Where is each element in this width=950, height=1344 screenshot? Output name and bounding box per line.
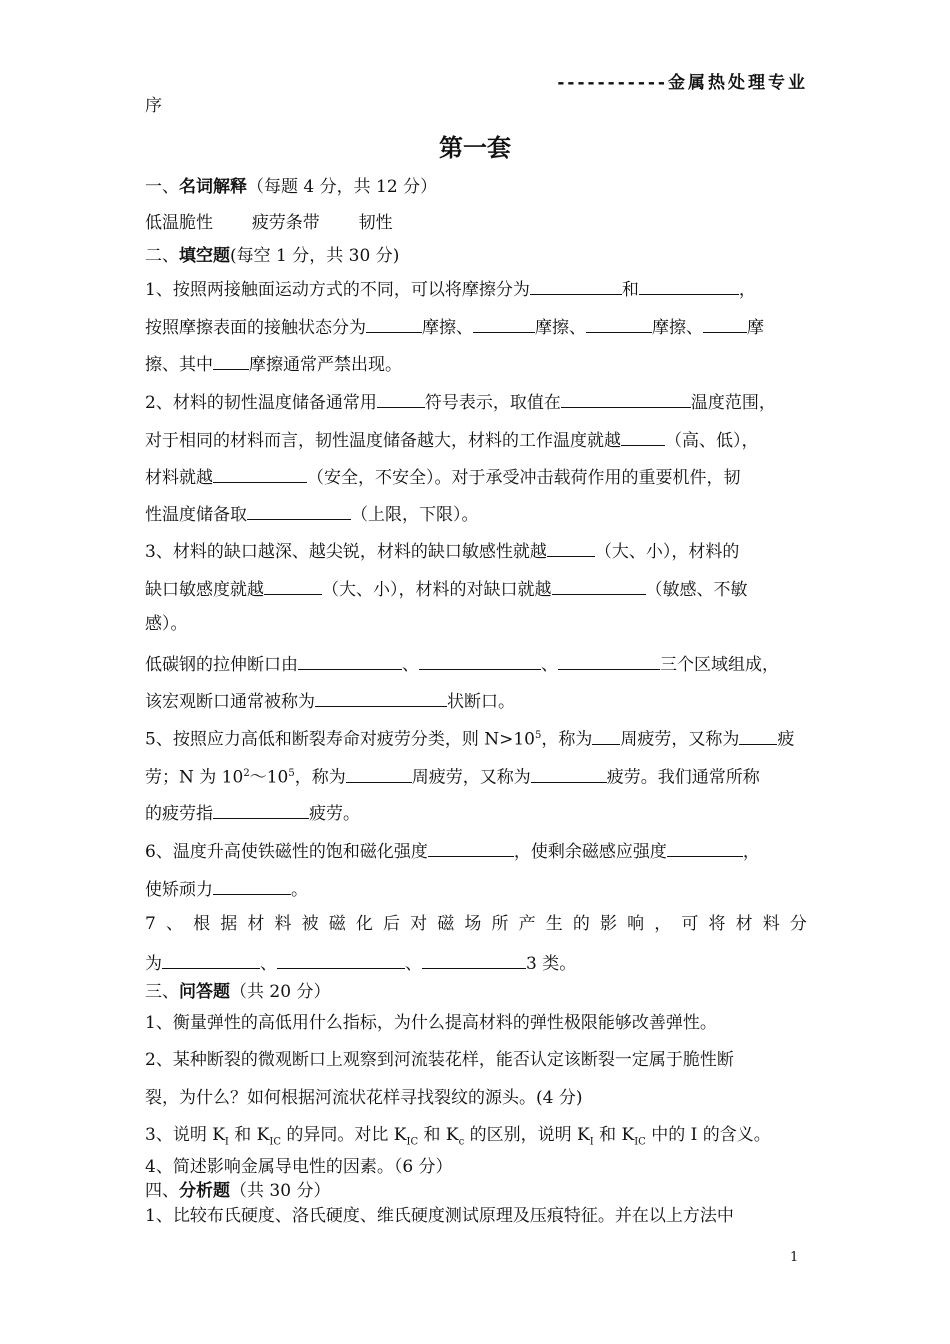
q7-char: 场 — [464, 914, 482, 934]
q7-char: 材 — [735, 914, 753, 934]
q7-char: 对 — [410, 914, 428, 934]
q7-char: 、 — [165, 914, 183, 934]
q7-line1 — [145, 913, 807, 935]
q7-char: 磁 — [328, 914, 346, 934]
q7-char: 根 — [193, 914, 211, 934]
section-4-heading: 四、分析题（共 30 分） — [145, 1181, 331, 1201]
question-3-2-line2: 裂，为什么？如何根据河流状花样寻找裂纹的源头。(4 分) — [145, 1088, 583, 1108]
q2-line1: 2、材料的韧性温度储备通常用 符号表示，取值在 温度范围， — [145, 389, 776, 414]
q2-line4: 性温度储备取 （上限，下限）。 — [145, 501, 479, 526]
q2-line2: 对于相同的材料而言，韧性温度储备越大，材料的工作温度就越 （高、低）， — [145, 427, 759, 452]
q7-char: 后 — [382, 914, 400, 934]
q3-line3: 感）。 — [145, 614, 188, 634]
question-3-2-line1: 2、某种断裂的微观断口上观察到河流装花样，能否认定该断裂一定属于脆性断 — [145, 1050, 734, 1070]
q1-line2: 按照摩擦表面的接触状态分为 摩擦、 摩擦、 摩擦、 摩 — [145, 314, 764, 339]
section-3-heading: 三、问答题（共 20 分） — [145, 982, 331, 1002]
q7-char: 磁 — [437, 914, 455, 934]
term-item: 韧性 — [358, 213, 393, 233]
q7-char: 料 — [762, 914, 780, 934]
page-title: 第一套 — [439, 134, 511, 162]
q1-line3: 擦、其中 摩擦通常严禁出现。 — [145, 351, 402, 376]
page-number: 1 — [790, 1250, 799, 1265]
q5-line2: 劳；N 为 $10^2\sim 10^5$，称为 周疲劳，又称为 疲劳。我们通常所称 — [145, 763, 760, 789]
q6-line2: 使矫顽力 。 — [145, 876, 308, 901]
question-4-1: 1、比较布氏硬度、洛氏硬度、维氏硬度测试原理及压痕特征。并在以上方法中 — [145, 1206, 734, 1226]
running-header: -----------金属热处理专业 — [557, 73, 808, 93]
q7-char: 将 — [708, 914, 726, 934]
question-3-1: 1、衡量弹性的高低用什么指标，为什么提高材料的弹性极限能够改善弹性。 — [145, 1013, 717, 1033]
q7-char: 影 — [599, 914, 617, 934]
question-3-4: 4、简述影响金属导电性的因素。（6 分） — [145, 1157, 453, 1177]
q7-char: 的 — [572, 914, 590, 934]
q7-char: 产 — [518, 914, 536, 934]
q4-line1: 低碳钢的拉伸断口由 、 、 三个区域组成， — [145, 651, 779, 676]
q7-char: 响 — [627, 914, 645, 934]
section-2-heading: 二、填空题(每空 1 分，共 30 分) — [145, 246, 400, 266]
q5-line3: 的疲劳指 疲劳。 — [145, 800, 360, 825]
question-3-3: 3、说明 $K_I$ 和 $K_{IC}$ 的异同。对比 $K_{IC}$ 和 $K_c$ 的区别，说明 $K_I$ 和 $K_{IC}$ 中的 I 的含义。 — [145, 1125, 771, 1148]
q2-line3: 材料就越 （安全，不安全）。对于承受冲击载荷作用的重要机件，韧 — [145, 464, 741, 489]
q7-char: 料 — [274, 914, 292, 934]
q7-line2: 为 、 、 3 类。 — [145, 950, 576, 975]
q1-line1: 1、按照两接触面运动方式的不同，可以将摩擦分为 和 ， — [145, 276, 756, 301]
q7-char: 所 — [491, 914, 509, 934]
q7-char: 被 — [301, 914, 319, 934]
q3-line1: 3、材料的缺口越深、越尖锐，材料的缺口敏感性就越 （大、小），材料的 — [145, 538, 739, 563]
q7-char: 7 — [145, 914, 156, 934]
section-1-heading: 一、名词解释（每题 4 分，共 12 分） — [145, 177, 438, 197]
term-item: 疲劳条带 — [251, 213, 320, 233]
header-wrap: 序 — [145, 96, 162, 116]
q6-line1: 6、温度升高使铁磁性的饱和磁化强度 ，使剩余磁感应强度 ， — [145, 838, 760, 863]
q4-line2: 该宏观断口通常被称为 状断口。 — [145, 688, 515, 713]
q7-char: 据 — [220, 914, 238, 934]
q7-char: 材 — [247, 914, 265, 934]
q5-line1: 5、按照应力高低和断裂寿命对疲劳分类，则 $N>10^5$，称为 周疲劳，又称为 疲 — [145, 725, 794, 751]
q7-char: 可 — [681, 914, 699, 934]
q7-char: ， — [654, 914, 672, 934]
q7-char: 生 — [545, 914, 563, 934]
term-list — [145, 212, 393, 234]
term-item: 低温脆性 — [145, 213, 213, 233]
q7-char: 分 — [789, 914, 807, 934]
q7-char: 化 — [355, 914, 373, 934]
q3-line2: 缺口敏感度就越 （大、小），材料的对缺口就越 （敏感、不敏 — [145, 576, 748, 601]
